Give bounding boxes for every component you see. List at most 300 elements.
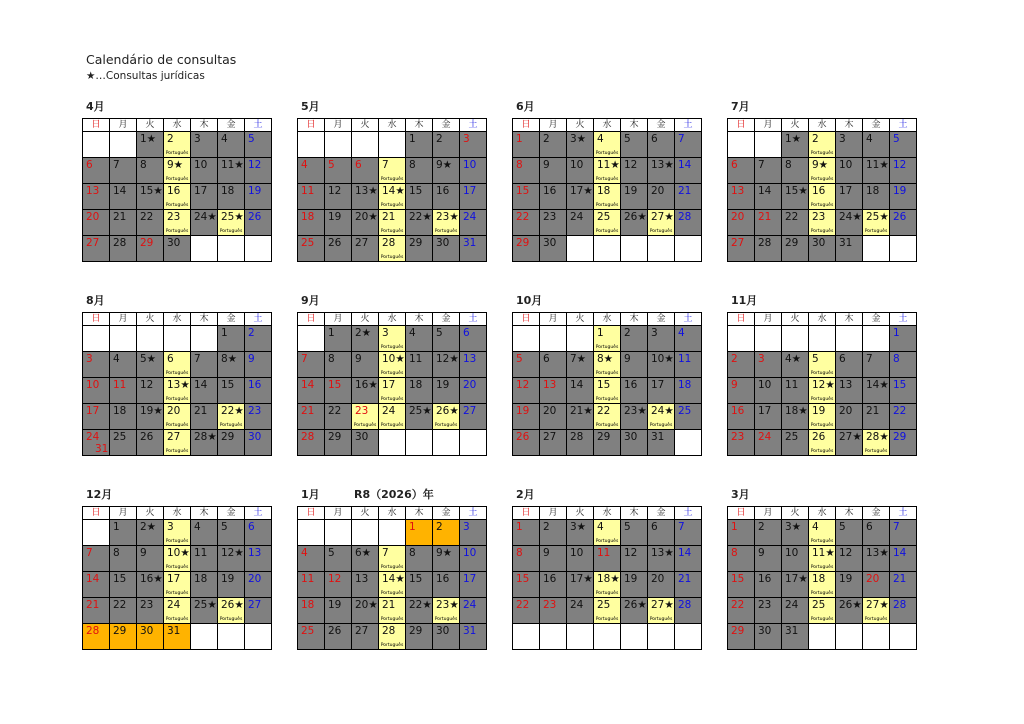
week-row: [83, 184, 272, 210]
day-number: 22: [731, 599, 745, 611]
week-row: [83, 326, 272, 352]
day-number: 16★: [355, 379, 378, 391]
day-number: 5: [839, 521, 846, 533]
empty-cell: [567, 624, 594, 650]
day-cell: [460, 210, 487, 236]
day-number: 12: [624, 547, 638, 559]
day-cell: [137, 210, 164, 236]
day-number: 4: [812, 521, 819, 533]
day-number: 24★: [194, 211, 217, 223]
day-number: 31: [463, 625, 477, 637]
day-cell: [782, 158, 809, 184]
day-number: 8: [140, 159, 147, 171]
day-number: 12: [893, 159, 907, 171]
weekday-header: 月: [755, 313, 782, 326]
day-cell: [218, 572, 245, 598]
day-cell: [621, 598, 648, 624]
day-number: 1: [409, 521, 416, 533]
week-row: [513, 158, 702, 184]
day-number: 7: [866, 353, 873, 365]
empty-cell: [863, 624, 890, 650]
day-cell: [863, 520, 890, 546]
weekday-header: 金: [648, 119, 675, 132]
day-number: 30: [543, 237, 557, 249]
day-cell: [352, 572, 379, 598]
day-cell: [164, 158, 191, 184]
day-number: 30: [140, 625, 154, 637]
week-row: [298, 572, 487, 598]
day-cell: [782, 546, 809, 572]
week-row: [83, 546, 272, 572]
day-cell: [433, 546, 460, 572]
day-cell: [863, 430, 890, 456]
month-label: 3月: [731, 488, 750, 501]
day-cell: [460, 132, 487, 158]
day-number: 2: [543, 521, 550, 533]
weekday-header: 日: [298, 507, 325, 520]
day-number: 8★: [597, 353, 614, 365]
month-label: 4月: [86, 100, 105, 113]
weekday-header: 月: [540, 507, 567, 520]
day-cell: [245, 520, 272, 546]
week-row: [298, 352, 487, 378]
empty-cell: [164, 326, 191, 352]
day-cell: [191, 378, 218, 404]
portuguese-label: Português: [380, 177, 404, 182]
day-number: 23: [758, 599, 772, 611]
day-number: 26★: [221, 599, 244, 611]
day-cell: [809, 520, 836, 546]
day-number: 17★: [570, 185, 593, 197]
empty-cell: [594, 236, 621, 262]
day-number: 19: [328, 211, 342, 223]
empty-cell: [379, 132, 406, 158]
day-number: 7: [113, 159, 120, 171]
day-number: 22: [140, 211, 154, 223]
day-cell: [675, 378, 702, 404]
day-number: 7: [678, 521, 685, 533]
day-cell: [594, 210, 621, 236]
week-row: [298, 236, 487, 262]
month-calendar: [727, 312, 917, 456]
day-cell: [728, 598, 755, 624]
day-cell: [540, 572, 567, 598]
day-number: 17: [167, 573, 181, 585]
day-cell: [137, 236, 164, 262]
day-cell: [809, 546, 836, 572]
day-number: 26★: [624, 599, 647, 611]
day-number: 4: [409, 327, 416, 339]
portuguese-label: Português: [595, 203, 619, 208]
portuguese-label: Português: [649, 617, 673, 622]
day-cell: [513, 598, 540, 624]
week-row: [298, 430, 487, 456]
portuguese-label: Português: [219, 229, 243, 234]
day-cell: [567, 352, 594, 378]
day-cell: [83, 236, 110, 262]
day-number: 2★: [355, 327, 372, 339]
month-calendar: [82, 312, 272, 456]
portuguese-label: Português: [380, 591, 404, 596]
day-cell: [755, 572, 782, 598]
weekday-header: 木: [836, 507, 863, 520]
weekday-header: 月: [755, 119, 782, 132]
day-cell: [245, 546, 272, 572]
day-cell: [406, 326, 433, 352]
day-number: 23: [543, 599, 557, 611]
day-cell: [890, 326, 917, 352]
day-number: 27: [248, 599, 262, 611]
day-cell: [460, 326, 487, 352]
day-number: 25: [113, 431, 127, 443]
day-cell: [594, 520, 621, 546]
portuguese-label: Português: [165, 617, 189, 622]
day-cell: [728, 352, 755, 378]
day-cell: [325, 624, 352, 650]
day-cell: [245, 158, 272, 184]
day-number: 31: [785, 625, 799, 637]
day-number: 16: [812, 185, 826, 197]
day-cell: [325, 352, 352, 378]
month-label: 2月: [516, 488, 535, 501]
day-number: 15★: [140, 185, 163, 197]
day-cell: [406, 184, 433, 210]
day-cell: [83, 572, 110, 598]
day-number: 3: [463, 133, 470, 145]
day-number: 4: [866, 133, 873, 145]
day-cell: [83, 378, 110, 404]
day-number: 9★: [167, 159, 184, 171]
week-row: [513, 546, 702, 572]
weekday-header: 日: [298, 313, 325, 326]
day-number: 5★: [140, 353, 157, 365]
week-row: [513, 352, 702, 378]
weekday-header: 火: [352, 507, 379, 520]
week-row: [728, 326, 917, 352]
day-cell: [164, 352, 191, 378]
day-number: 11★: [866, 159, 889, 171]
day-number: 28: [758, 237, 772, 249]
day-cell: [352, 598, 379, 624]
day-number: 1: [328, 327, 335, 339]
empty-cell: [890, 236, 917, 262]
day-cell: [218, 404, 245, 430]
weekday-header: 木: [406, 313, 433, 326]
day-number: 27: [463, 405, 477, 417]
day-number: 7: [893, 521, 900, 533]
day-number: 24: [86, 431, 100, 443]
day-cell: [890, 378, 917, 404]
day-number: 17★: [570, 573, 593, 585]
day-cell: [433, 352, 460, 378]
weekday-header: 土: [460, 507, 487, 520]
day-cell: [164, 546, 191, 572]
day-number: 10: [839, 159, 853, 171]
day-number: 21★: [570, 405, 593, 417]
day-number: 18: [301, 211, 315, 223]
weekday-header: 火: [782, 313, 809, 326]
day-cell: [809, 236, 836, 262]
day-number: 26: [140, 431, 154, 443]
day-number: 3: [758, 353, 765, 365]
day-cell: [245, 210, 272, 236]
day-cell: [836, 404, 863, 430]
empty-cell: [890, 624, 917, 650]
day-cell: [137, 404, 164, 430]
empty-cell: [863, 326, 890, 352]
day-cell: [675, 158, 702, 184]
weekday-header: 金: [218, 507, 245, 520]
day-number: 6: [866, 521, 873, 533]
day-number: 9: [140, 547, 147, 559]
day-cell: [218, 184, 245, 210]
day-cell: [325, 210, 352, 236]
empty-cell: [83, 326, 110, 352]
portuguese-label: Português: [380, 643, 404, 648]
day-cell: [755, 158, 782, 184]
day-cell: [218, 158, 245, 184]
day-number: 30: [436, 625, 450, 637]
day-number: 19: [248, 185, 262, 197]
day-cell: [675, 184, 702, 210]
day-cell: [218, 378, 245, 404]
day-number: 26: [893, 211, 907, 223]
portuguese-label: Português: [380, 229, 404, 234]
day-number: 3: [839, 133, 846, 145]
day-cell: [379, 236, 406, 262]
empty-cell: [191, 326, 218, 352]
day-number: 12: [328, 185, 342, 197]
week-row: [83, 572, 272, 598]
day-cell: [648, 158, 675, 184]
day-number: 17: [463, 185, 477, 197]
day-cell: [137, 598, 164, 624]
day-number: 19: [328, 599, 342, 611]
day-cell: [513, 158, 540, 184]
month-calendar: [512, 118, 702, 262]
portuguese-label: Português: [434, 229, 458, 234]
day-number: 13: [248, 547, 262, 559]
day-cell: [218, 546, 245, 572]
day-cell: [621, 326, 648, 352]
day-number: 2: [758, 521, 765, 533]
month-label: 5月: [301, 100, 320, 113]
day-number: 7: [194, 353, 201, 365]
empty-cell: [567, 236, 594, 262]
portuguese-label: Português: [165, 449, 189, 454]
day-cell: [137, 158, 164, 184]
portuguese-label: Português: [165, 565, 189, 570]
portuguese-label: Português: [810, 397, 834, 402]
day-cell: [648, 404, 675, 430]
day-cell: [110, 352, 137, 378]
day-number: 25: [678, 405, 692, 417]
day-number: 4: [301, 547, 308, 559]
day-cell: [621, 210, 648, 236]
day-cell: [809, 378, 836, 404]
day-number: 20: [651, 573, 665, 585]
day-cell: [863, 352, 890, 378]
day-number: 19: [221, 573, 235, 585]
day-cell: [782, 598, 809, 624]
day-cell: [648, 210, 675, 236]
day-number: 29: [731, 625, 745, 637]
week-row: [728, 546, 917, 572]
day-cell: [137, 132, 164, 158]
day-number: 29: [597, 431, 611, 443]
day-cell: [137, 624, 164, 650]
day-number: 25: [301, 237, 315, 249]
day-cell: [406, 598, 433, 624]
day-number: 20★: [355, 211, 378, 223]
day-number: 29: [785, 237, 799, 249]
week-row: [513, 624, 702, 650]
day-number: 15: [731, 573, 745, 585]
day-number: 26★: [436, 405, 459, 417]
portuguese-label: Português: [219, 617, 243, 622]
week-row: [728, 236, 917, 262]
portuguese-label: Português: [380, 371, 404, 376]
weekday-header: 木: [406, 119, 433, 132]
day-cell: [836, 236, 863, 262]
week-row: [728, 378, 917, 404]
month-label: 9月: [301, 294, 320, 307]
empty-cell: [863, 236, 890, 262]
day-cell: [513, 404, 540, 430]
week-row: [513, 404, 702, 430]
week-row: [83, 430, 272, 456]
day-number: 28: [86, 625, 100, 637]
empty-cell: [648, 236, 675, 262]
day-number: 25: [301, 625, 315, 637]
day-cell: [621, 520, 648, 546]
weekday-header: 土: [675, 507, 702, 520]
portuguese-label: Português: [810, 371, 834, 376]
day-cell: [83, 210, 110, 236]
day-number: 23: [355, 405, 369, 417]
day-number: 14: [678, 547, 692, 559]
day-number: 30: [758, 625, 772, 637]
day-cell: [137, 378, 164, 404]
day-number: 11: [113, 379, 127, 391]
day-cell: [460, 184, 487, 210]
weekday-header: 木: [836, 119, 863, 132]
day-number: 28: [570, 431, 584, 443]
day-cell: [540, 520, 567, 546]
day-cell: [621, 572, 648, 598]
day-cell: [110, 520, 137, 546]
day-number: 15★: [785, 185, 808, 197]
day-number: 27★: [866, 599, 889, 611]
day-number: 27: [167, 431, 181, 443]
day-cell: [540, 132, 567, 158]
portuguese-label: Português: [165, 591, 189, 596]
day-number: 3★: [570, 133, 587, 145]
day-number: 29: [893, 431, 907, 443]
portuguese-label: Português: [380, 255, 404, 260]
weekday-header: 日: [83, 507, 110, 520]
week-row: [83, 378, 272, 404]
empty-cell: [460, 430, 487, 456]
day-cell: [648, 572, 675, 598]
day-number: 10: [463, 159, 477, 171]
day-cell: [648, 598, 675, 624]
day-number: 26★: [839, 599, 862, 611]
day-number: 24: [463, 211, 477, 223]
day-cell: [191, 520, 218, 546]
day-number: 26: [248, 211, 262, 223]
portuguese-label: Português: [810, 203, 834, 208]
empty-cell: [594, 624, 621, 650]
day-number: 3: [651, 327, 658, 339]
day-number: 20: [731, 211, 745, 223]
empty-cell: [110, 132, 137, 158]
day-number: 30: [436, 237, 450, 249]
day-number: 8: [893, 353, 900, 365]
day-cell: [406, 210, 433, 236]
day-number: 23: [248, 405, 262, 417]
day-number: 28★: [194, 431, 217, 443]
day-cell: [433, 132, 460, 158]
week-row: [298, 624, 487, 650]
week-row: [83, 158, 272, 184]
portuguese-label: Português: [595, 617, 619, 622]
day-number: 27★: [651, 599, 674, 611]
day-number: 5: [221, 521, 228, 533]
day-number: 10: [570, 159, 584, 171]
day-cell: [809, 158, 836, 184]
day-cell: [406, 624, 433, 650]
day-cell: [728, 158, 755, 184]
day-number: 8: [409, 159, 416, 171]
day-cell: [433, 520, 460, 546]
day-number: 8: [328, 353, 335, 365]
day-number: 25: [812, 599, 826, 611]
day-cell: [245, 572, 272, 598]
day-number: 22: [597, 405, 611, 417]
day-cell: [782, 210, 809, 236]
weekday-header: 火: [137, 119, 164, 132]
weekday-header: 水: [379, 313, 406, 326]
day-number: 19: [436, 379, 450, 391]
day-cell: [567, 430, 594, 456]
day-cell: [621, 404, 648, 430]
day-number: 16: [758, 573, 772, 585]
empty-cell: [406, 430, 433, 456]
day-cell: [164, 210, 191, 236]
day-cell: [433, 184, 460, 210]
week-row: [298, 158, 487, 184]
day-cell: [218, 210, 245, 236]
day-number: 9★: [436, 547, 453, 559]
day-number: 14: [86, 573, 100, 585]
day-number: 21: [301, 405, 315, 417]
day-cell: [379, 546, 406, 572]
day-cell: [164, 132, 191, 158]
weekday-header: 火: [782, 119, 809, 132]
portuguese-label: Português: [165, 229, 189, 234]
portuguese-label: Português: [434, 423, 458, 428]
day-cell: [594, 158, 621, 184]
day-number: 17: [839, 185, 853, 197]
weekday-header: 水: [164, 507, 191, 520]
day-cell: [406, 520, 433, 546]
day-cell: [164, 404, 191, 430]
day-cell: [755, 520, 782, 546]
day-number: 10: [194, 159, 208, 171]
day-number: 18: [113, 405, 127, 417]
day-cell: [83, 352, 110, 378]
